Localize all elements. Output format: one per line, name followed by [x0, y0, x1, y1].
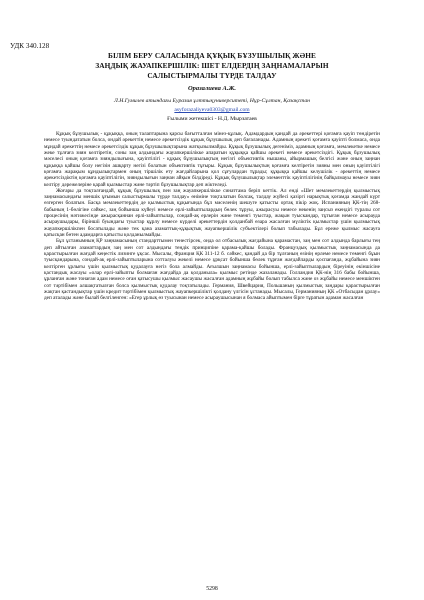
- paper-body: [44, 131, 380, 301]
- scientific-advisor: Ғылыми жетекшісі - Н.Д. Мырзатаев: [167, 116, 257, 122]
- author-email-link[interactable]: asyforazaliyeva0303@gmail.com: [174, 107, 250, 113]
- page-number: 5298: [206, 586, 218, 592]
- udk-code: УДК 340.128: [10, 42, 50, 50]
- paper-title: [0, 51, 424, 81]
- title-line-3: САЛЫСТЫРМАЛЫ ТҮРДЕ ТАЛДАУ: [147, 71, 277, 80]
- title-line-1: БІЛІМ БЕРУ САЛАСЫНДА ҚҰҚЫҚ БҰЗУШЫЛЫҚ ЖӘНЕ: [108, 51, 316, 60]
- author-name: Оразалиева А.Ж.: [187, 85, 237, 92]
- body-paragraph: Бұл ұстанымның ҚР заңнамасының стандарттымен тенестірсек, онда ол отбасылық жағдайына қарамастан, заң мен сот алдында барлығы тең деп айтылған азаматтардың заң мен сот алдындағы теңдік принципіне қарама-қайшы болады. Француздық қылмыстық заңнамасында да қарастырылған жағдай кеңестік лизинге ұқсас. Мысалы, Франция ҚК 311-12 б. сәйкес, қандай да бір тұлғаның өзінің өрлеме немесе төменгі бұын туысқандарына, сондай-ақ ерлі-зайыптыларына сотталуы жекелі немесе ұрқсат бойынша бөлек тұрған жағдайларды қоспағанда, жұбайына зиян келтірген ұрлығы үшін қылмыстық қудалауға негіз бола алмайды. Ағылшын заңнамасы бойынша, ерлі-зайыптылардың біреуінің екіншісіне қастандық жасауы «олар ерлі-зайыпты болмаған жағдайда да қолданыла» қылмыс ретінде жазаланады. Голландия ҚК-нің 316 бабы бойынша, ұрланған және тонаған адам немесе оған қатысушы қылмыс жасаушы жасалған адамның жұбайы болып табылса және оз жұбайы немесе меншіктен сот тәртібімен алшақтатылған болса қылмыстық қудалау тоқтатылады. Германия, Швейцария, Польшаның қылмыстық заңдары қарастырылған жақтан қастандықтар үшін кредит тәртібімен қылмыстық жауапкершілікті қолдану үлгісін ұстанады. Мысалы, Германияның ҚК «Отбасыдан ұрлау» деп аталады және былай белгіленген: «Егер ұрлық өз туысынан немесе асыраушысынан я болмаса айыптымен бірге тұратын адаман жасалған: [44, 238, 380, 302]
- title-line-2: ЗАҢДЫҚ ЖАУАПКЕРШІЛІК: ШЕТ ЕЛДЕРДІҢ ЗАҢНАМАЛАРЫН: [95, 61, 329, 70]
- body-paragraph: Құқық бұзушылық - құқыққа, оның талаптарына қарсы бағытталған мінез-құлық. Адамдардың қандай да әрекеттері қоғамға қауіп төндіретін немесе туындататын болса, ондай әрекеттің немесе әрекетсіздік құқық бұзушылық деп бағаланады. Адамның әрекеті қоғамға қауіпті болмаса, онда мұндай әрекеттің немесе әрекетсіздік құқық бұзушылықтарына жатқызылмайды. Құқық бұзушылық дегеніміз, адамның қоғамға, мемлекетке немесе жеке тұлғаға зиян келтіретін, соны заң алдындағы жауапкершілікке апаратын құқыққа қайшы әрекеті немесе әрекетсіздігі. Құқық бұзушылық мәселесі оның қоғамға зияндылығына, қауіптілігі - құқық бұзушылықтың негізгі объективтік нышаны, айырмашық белгісі және оның заңнан құқыққа қайшы болу негізін ашқарту негізі болатын объективтік тұғыры. Құқық бұзушылықтың қоғамға келтіретін зияны мен оның қауіптілігі қоғамға жарақым құндылықтармен оның тіршілік ету жағдайларына қол сұғулардан тұрады; құқыққа қайшы келушілік - әрекеттің немесе әрекетсіздіктің қоғамға қауіптілігін, зияндылығын заңнан айқын білдіреді. Құқық бұзушылықтар элементтік қауіптілігінің байқалмауы немесе зиян келтіру дәрежелеріне қарай қылмыстар және тәртіп бұзушылықтар деп жіктеледі.: [44, 131, 380, 188]
- body-paragraph: Жоғары да тоқталғандай, құқық бұзушылық пен заң жауапкершілікке синаттама беріп кеттік. Ал енді «Шет мемлекеттердің қылмыстық заңнамасындағы меншік ұғымын салыстырмалы түрде талдау» өніміне тоқталатын болсақ, талдау жүйесі қазіргі нарықтық қоғамда жандай күрт өзгерген болатын. Басқа мемлекеттердің де қылмыстық құқығында бұл мәселенің шешуге қатысты ортақ пікір жоқ. Испанияның ҚК-тің 268-бабының 1-бөлігіне сәйкес, заң бойынша күйеуі немесе ерлі-зайыптылардың бөлек тұруы, ажырасуы немесе некенің заңсыз екендігі туралы сот процесінің нәтижесінде ажырасқаннан ерлі-зайыптылар, сондай-ақ ерлерін және төменгі туыстар, жақын туыскандар, тұтыған немесе асырауда асыраушыдары, біріншіі буындағы туыстар құрлу немесе күрделі әрекеттердін қолданбай өзара жасалған мүліктік қылмыстар үшін қылмыстық жауапкершілікпен босатылады және тек қана азаматтық-құқықтық жауапкершілік субъектілері болып табылады. Бұл ереже қылмыс жасауға қатысқан бөтен адамдарға қатысты қолданылмайды.: [44, 187, 380, 238]
- author-affiliation: Л.Н.Гумилев атындағы Еуразия ұлттықуниверситеті, Нұр-Сұлтан, Қазақстан: [114, 98, 310, 104]
